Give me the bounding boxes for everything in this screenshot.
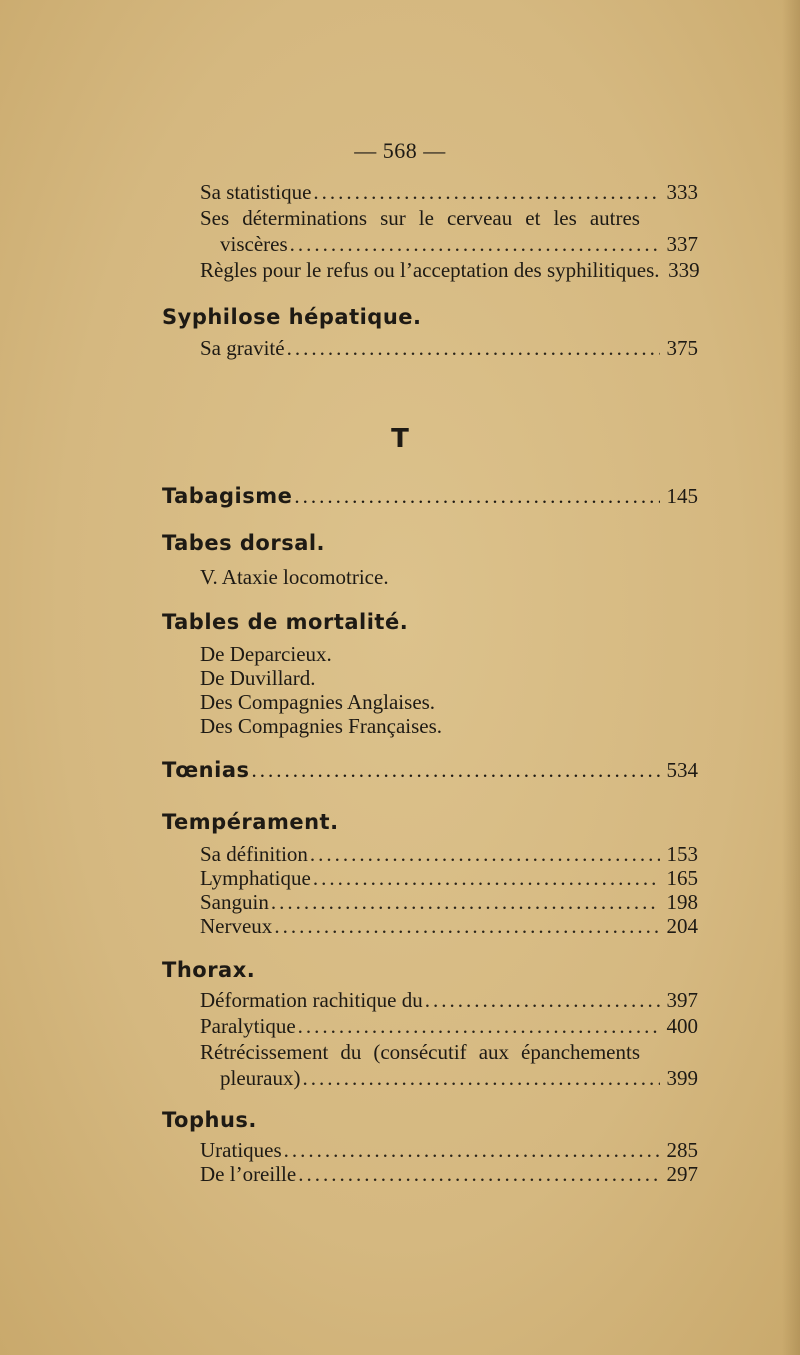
entry-label: Tœnias [162, 758, 250, 782]
index-entry [200, 180, 698, 205]
entry-label: viscères [220, 232, 288, 256]
section-heading: Thorax. [162, 958, 256, 982]
section-letter: T [391, 424, 409, 454]
page-edge-shadow [782, 0, 800, 1355]
entry-page: 204 [666, 914, 698, 938]
entry-page: 375 [666, 336, 698, 360]
entry-label: De l’oreille [200, 1162, 297, 1186]
entry-label: Sa gravité [200, 336, 285, 360]
entry-label: Tabagisme [162, 484, 293, 508]
index-entry [200, 890, 698, 915]
entry-page: 534 [666, 758, 698, 782]
index-entry [200, 1138, 698, 1163]
entry-page: 198 [666, 890, 698, 914]
entry-label: Sanguin [200, 890, 269, 914]
index-entry-wrapped-line: Rétrécissement du (consécutif aux épanchements [200, 1040, 640, 1064]
list-item: Des Compagnies Anglaises. [200, 690, 436, 714]
section-heading: Syphilose hépatique. [162, 305, 422, 329]
entry-page: 400 [666, 1014, 698, 1038]
entry-label: Lymphatique [200, 866, 311, 890]
list-item: De Deparcieux. [200, 642, 332, 666]
index-entry [200, 914, 698, 939]
index-entry [220, 232, 698, 257]
index-entry [200, 336, 698, 361]
index-entry [200, 988, 698, 1013]
index-heading-entry [162, 484, 698, 509]
entry-page: 399 [666, 1066, 698, 1090]
entry-label: Paralytique [200, 1014, 296, 1038]
entry-page: 297 [666, 1162, 698, 1186]
entry-page: 397 [666, 988, 698, 1012]
entry-page: 339 [668, 258, 700, 282]
section-heading: Tempérament. [162, 810, 339, 834]
entry-label: Sa statistique [200, 180, 312, 204]
entry-label: Sa définition [200, 842, 308, 866]
index-entry [200, 842, 698, 867]
section-heading: Tophus. [162, 1108, 257, 1132]
index-entry [200, 1162, 698, 1187]
index-entry [220, 1066, 698, 1091]
index-entry [200, 866, 698, 891]
entry-page: 145 [666, 484, 698, 508]
entry-page: 337 [666, 232, 698, 256]
list-item: De Duvillard. [200, 666, 316, 690]
page-number: — 568 — [354, 138, 446, 163]
entry-label: Déformation rachitique du [200, 988, 423, 1012]
section-heading: Tabes dorsal. [162, 531, 326, 555]
entry-label: Règles pour le refus ou l’acceptation des syphilitiques. [200, 258, 660, 282]
entry-label: Nerveux [200, 914, 273, 938]
entry-page: 333 [666, 180, 698, 204]
index-heading-entry [162, 758, 698, 783]
entry-label: Uratiques [200, 1138, 282, 1162]
entry-page: 165 [666, 866, 698, 890]
index-entry-wrapped-line: Ses déterminations sur le cerveau et les autres [200, 206, 640, 230]
index-entry [200, 258, 698, 283]
index-entry [200, 1014, 698, 1039]
list-item: Des Compagnies Françaises. [200, 714, 443, 738]
entry-page: 285 [666, 1138, 698, 1162]
cross-reference: V. Ataxie locomotrice. [200, 565, 389, 589]
section-heading: Tables de mortalité. [162, 610, 409, 634]
entry-label: pleuraux) [220, 1066, 301, 1090]
entry-page: 153 [666, 842, 698, 866]
